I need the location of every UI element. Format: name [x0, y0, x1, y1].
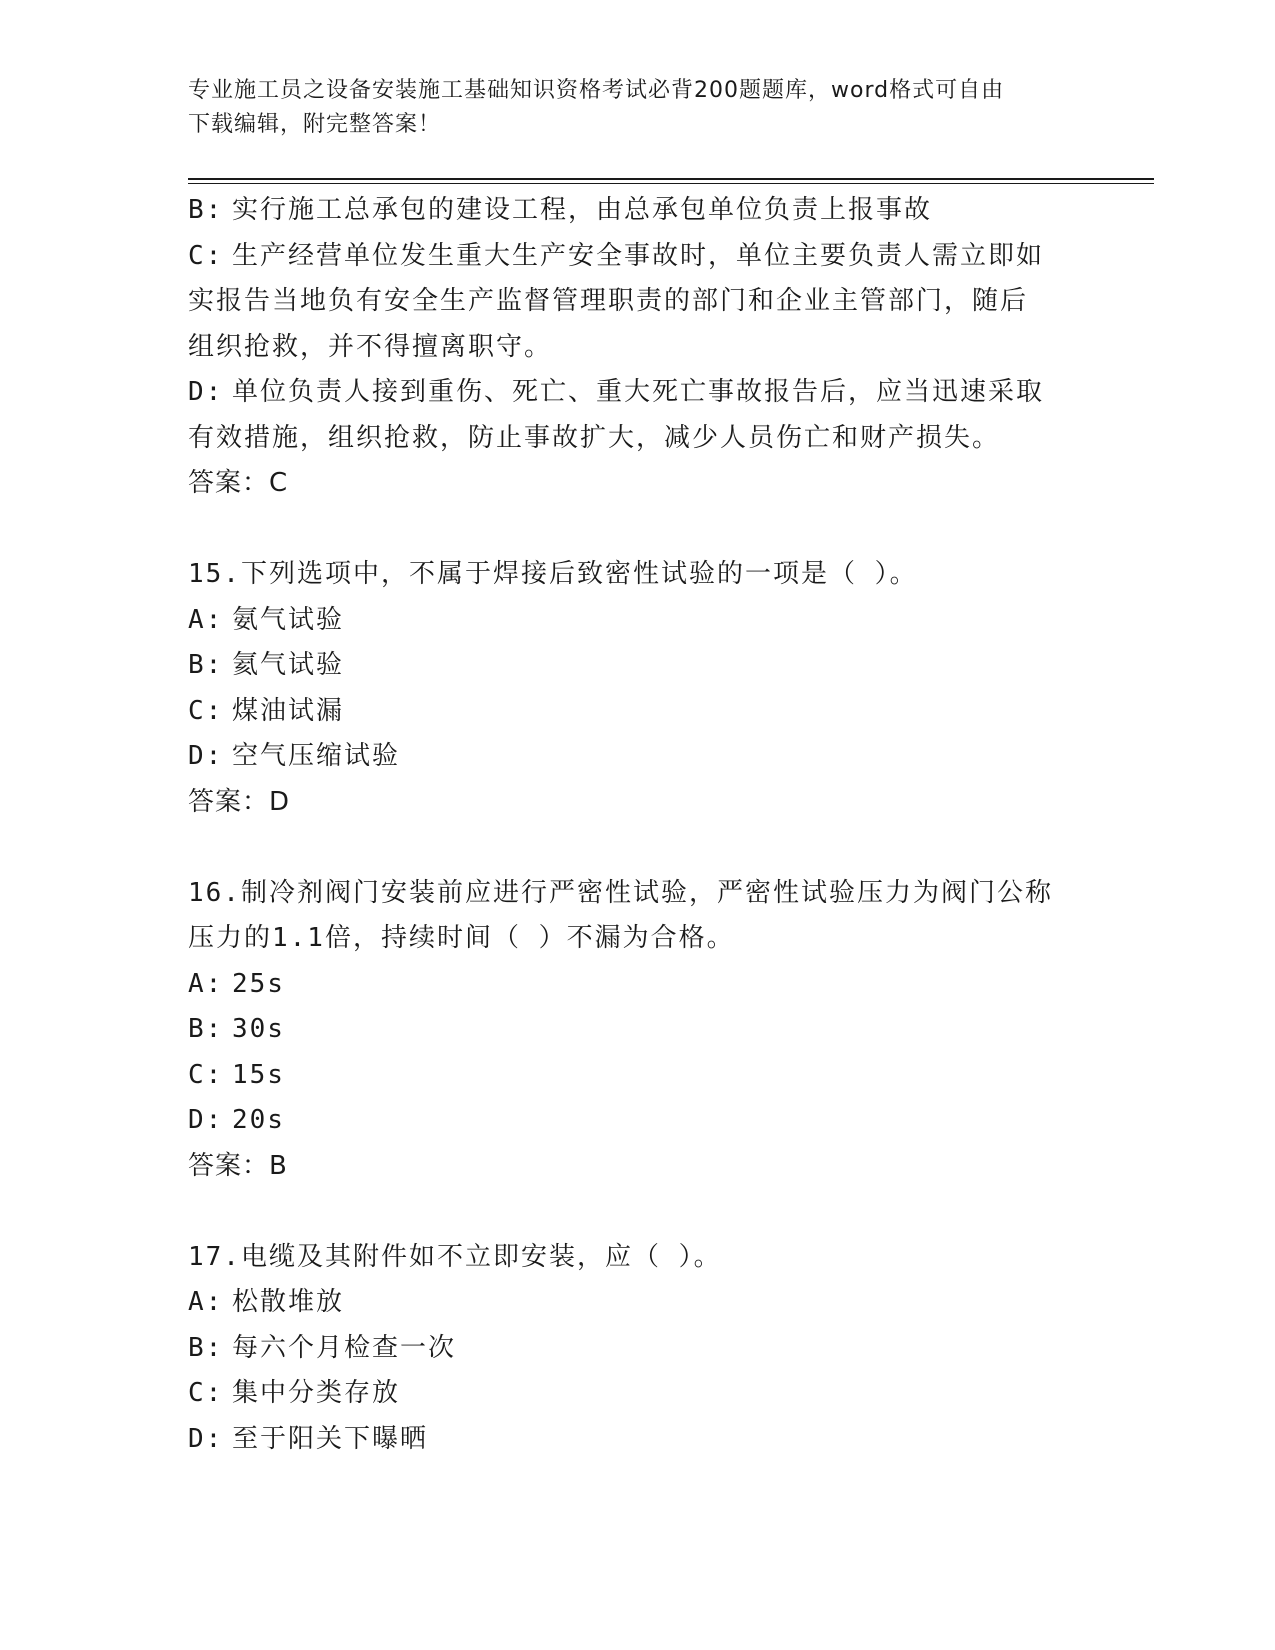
option-d	[188, 1417, 1088, 1463]
option-text: 20s	[232, 1105, 285, 1135]
header-divider-thin	[188, 183, 1154, 184]
option-text: 煤油试漏	[232, 695, 345, 726]
question-17	[188, 1235, 1088, 1463]
option-b	[188, 643, 1088, 689]
option-text: 30s	[232, 1014, 285, 1044]
option-text: 生产经营单位发生重大生产安全事故时，单位主要负责人需立即如	[232, 240, 1045, 271]
option-key: D:	[188, 377, 224, 407]
spacer	[188, 1189, 1088, 1235]
option-a	[188, 598, 1088, 644]
document-header	[188, 74, 1088, 142]
option-text: 实行施工总承包的建设工程，由总承包单位负责上报事故	[232, 195, 933, 225]
option-key: A:	[188, 604, 224, 635]
header-line-2: 下载编辑，附完整答案！	[188, 112, 442, 137]
option-c	[188, 689, 1088, 735]
header-line-1: 专业施工员之设备安装施工基础知识资格考试必背200题题库，word格式可自由	[188, 78, 1005, 103]
option-key: B:	[188, 195, 224, 225]
question-stem: 16.制冷剂阀门安装前应进行严密性试验，严密性试验压力为阀门公称	[188, 877, 1053, 908]
option-text: 25s	[232, 968, 285, 999]
option-text: 15s	[232, 1059, 285, 1090]
option-key: D:	[188, 741, 224, 771]
option-key: B:	[188, 650, 224, 680]
option-key: A:	[188, 1287, 224, 1317]
option-key: D:	[188, 1105, 224, 1135]
answer: 答案：C	[188, 468, 289, 498]
option-d	[188, 734, 1088, 780]
answer: 答案：D	[188, 786, 291, 817]
option-c	[188, 1371, 1088, 1417]
question-stem-continued: 压力的1.1倍，持续时间（ ）不漏为合格。	[188, 923, 735, 953]
option-key: C:	[188, 695, 224, 726]
option-c	[188, 234, 1088, 280]
option-key: D:	[188, 1423, 224, 1454]
question-stem: 15.下列选项中，不属于焊接后致密性试验的一项是（ ）。	[188, 559, 918, 589]
option-key: C:	[188, 1378, 224, 1408]
question-15	[188, 552, 1088, 825]
option-b	[188, 1007, 1088, 1053]
option-key: B:	[188, 1332, 224, 1363]
question-content	[188, 188, 1088, 1462]
option-a	[188, 1280, 1088, 1326]
option-key: C:	[188, 1059, 224, 1090]
option-key: C:	[188, 240, 224, 271]
option-key: B:	[188, 1014, 224, 1044]
answer: 答案：B	[188, 1150, 288, 1181]
option-text: 松散堆放	[232, 1287, 345, 1317]
option-b	[188, 1326, 1088, 1372]
option-c-continued: 组织抢救，并不得擅离职守。	[188, 331, 553, 362]
question-16	[188, 871, 1088, 1190]
option-text: 空气压缩试验	[232, 741, 401, 771]
option-d	[188, 1098, 1088, 1144]
option-key: A:	[188, 968, 224, 999]
option-text: 每六个月检查一次	[232, 1332, 457, 1363]
option-text: 氨气试验	[232, 604, 345, 635]
question-14	[188, 188, 1088, 507]
option-a	[188, 962, 1088, 1008]
option-text: 氦气试验	[232, 650, 345, 680]
option-text: 至于阳关下曝晒	[232, 1423, 429, 1454]
option-d-continued: 有效措施，组织抢救，防止事故扩大，减少人员伤亡和财产损失。	[188, 422, 1001, 453]
option-c	[188, 1053, 1088, 1099]
option-b	[188, 188, 1088, 234]
option-text: 单位负责人接到重伤、死亡、重大死亡事故报告后，应当迅速采取	[232, 377, 1045, 407]
option-d	[188, 370, 1088, 416]
spacer	[188, 507, 1088, 553]
spacer	[188, 825, 1088, 871]
option-c-continued: 实报告当地负有安全生产监督管理职责的部门和企业主管部门，随后	[188, 286, 1029, 316]
header-divider-thick	[188, 178, 1154, 180]
option-text: 集中分类存放	[232, 1378, 401, 1408]
question-stem: 17.电缆及其附件如不立即安装，应（ ）。	[188, 1241, 722, 1272]
